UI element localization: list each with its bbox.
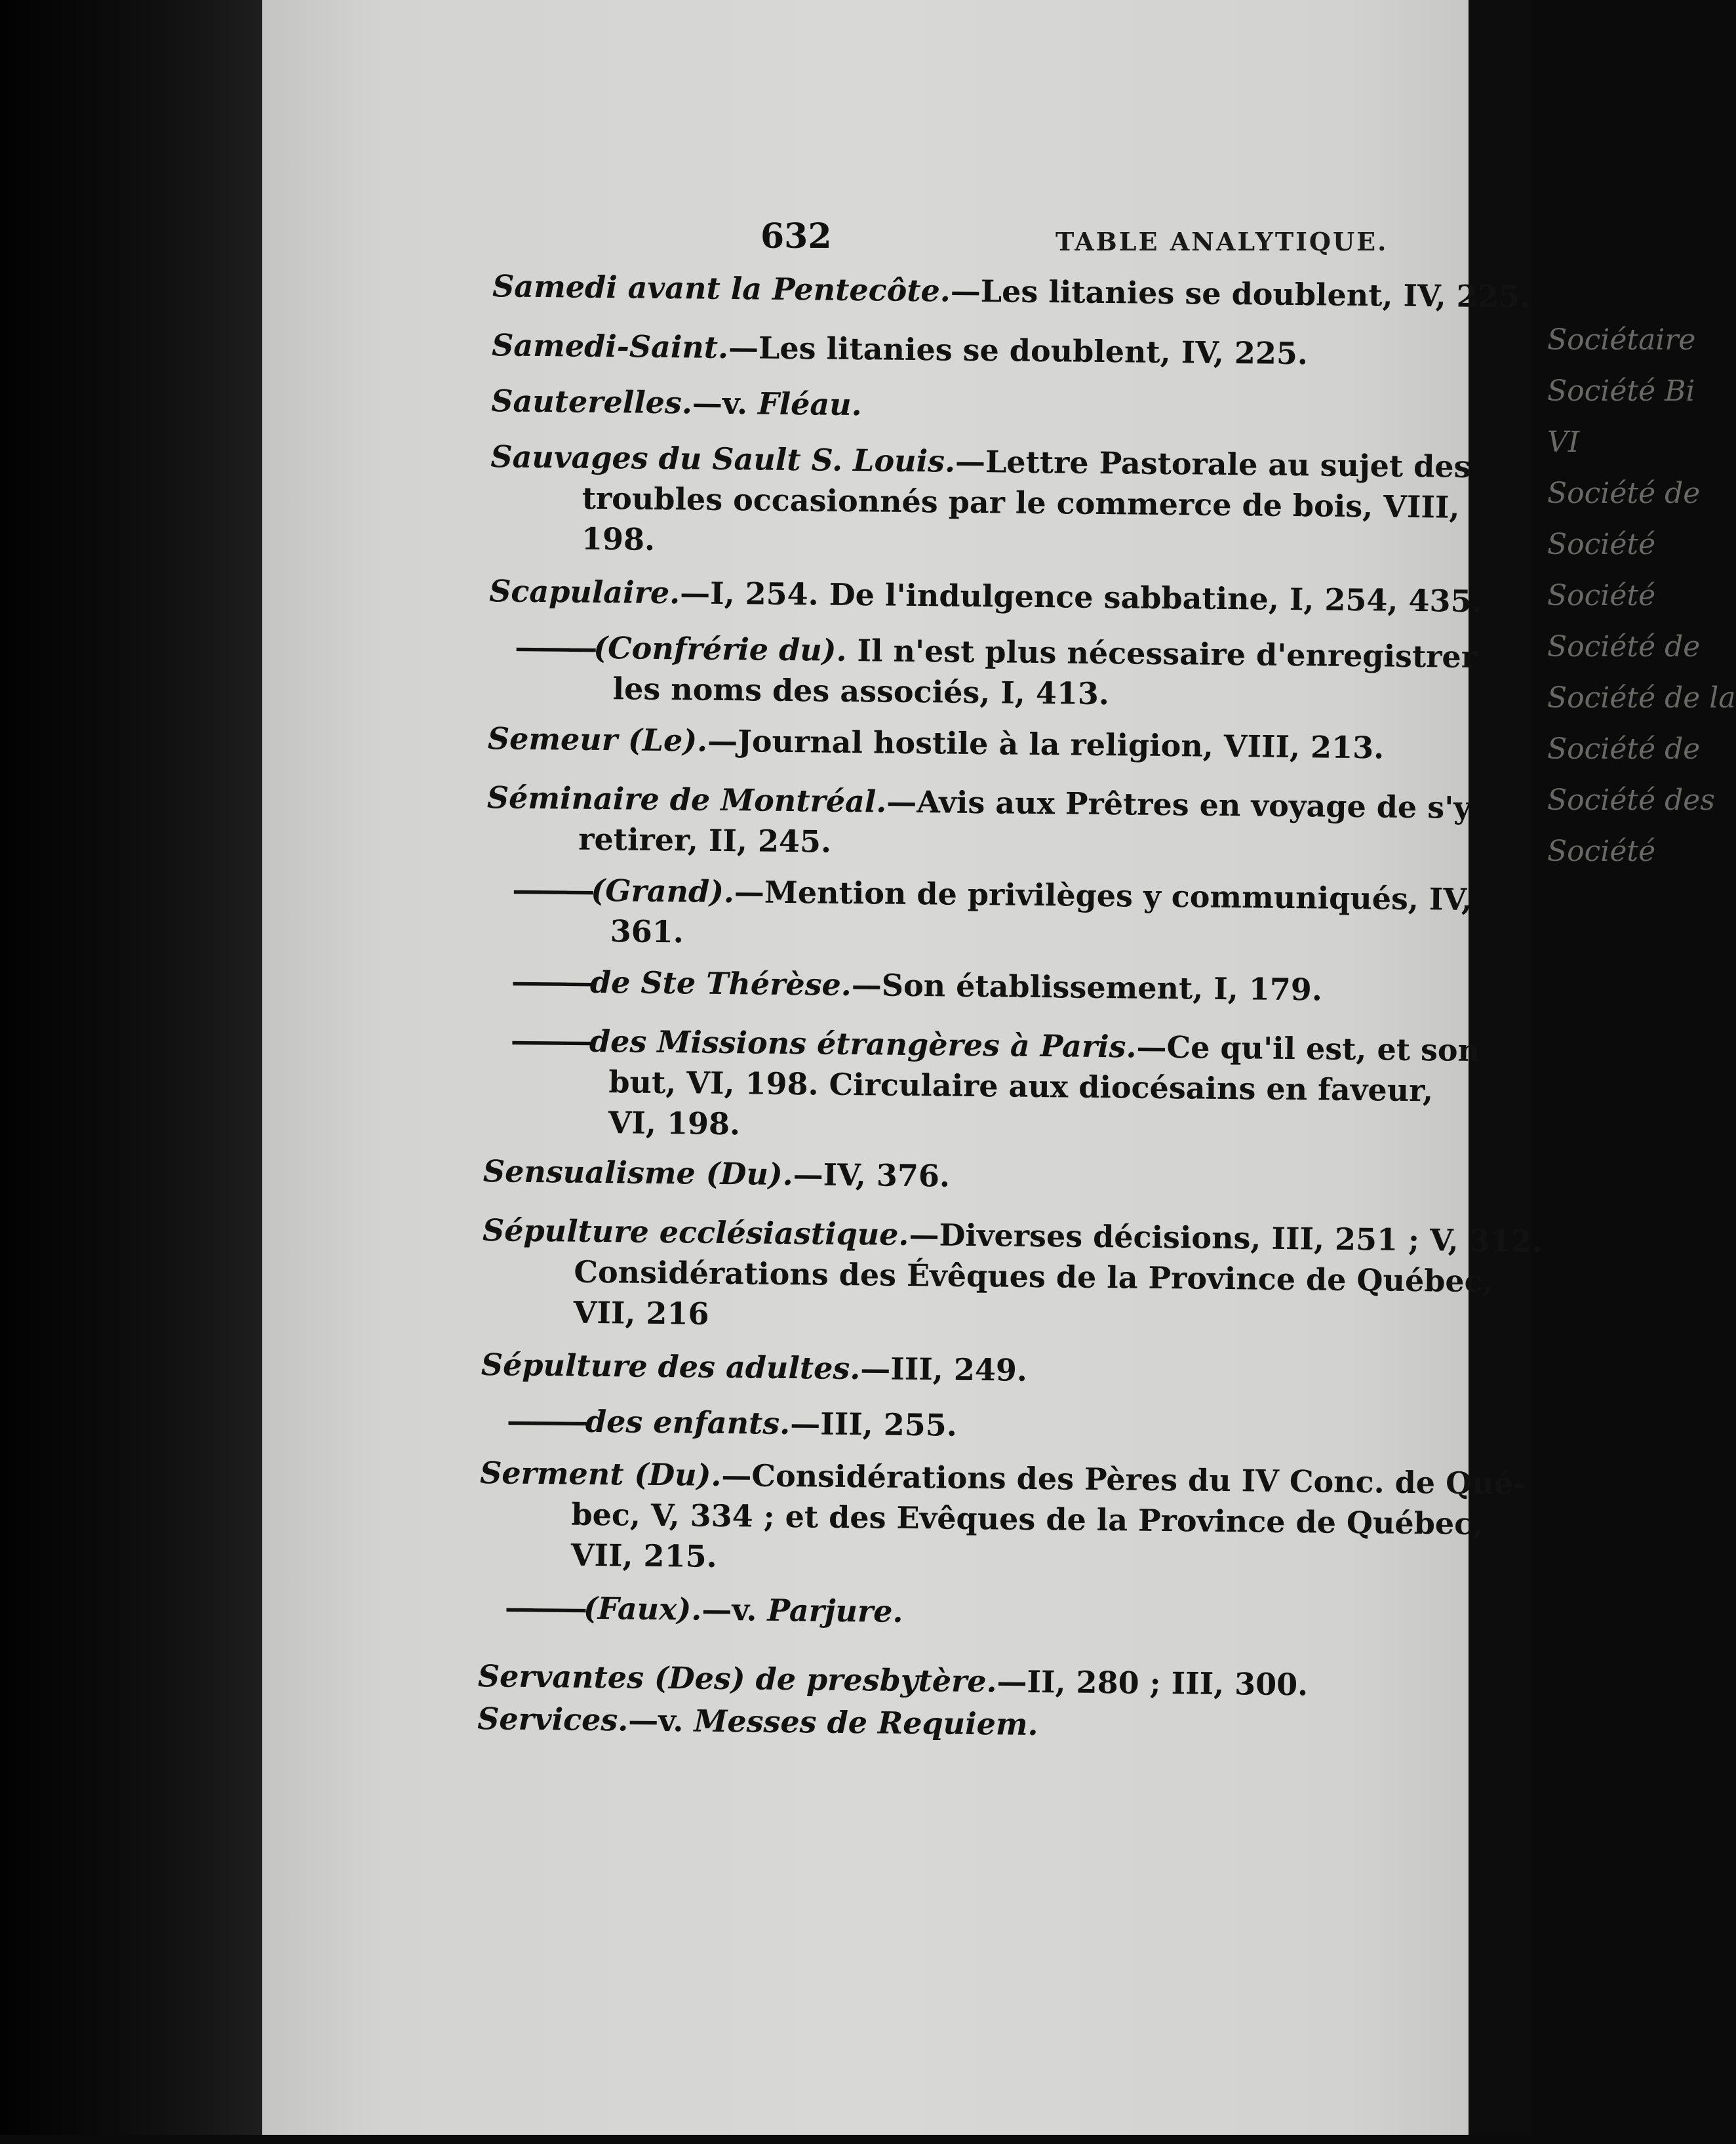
- bleed-line: Société de la: [1547, 681, 1736, 715]
- entry-continuation: retirer, II, 245.: [578, 821, 832, 860]
- entry-text: —v.: [692, 385, 759, 422]
- page-number: 632: [760, 216, 832, 256]
- entry-text: —IV, 376.: [793, 1157, 951, 1194]
- index-entry: [490, 436, 1619, 570]
- ditto-dash: ———: [512, 871, 591, 908]
- entry-text: —I, 254. De l'indulgence sabbatine, I, 254, 435.: [679, 575, 1482, 620]
- index-entry: [483, 1151, 1611, 1203]
- entry-text: —Les litanies se doublent, IV, 225.: [728, 330, 1309, 372]
- index-entry: [489, 570, 1617, 623]
- index-entries: [250, 0, 1543, 2142]
- entry-continuation: VI, 198.: [608, 1105, 741, 1142]
- entry-heading: Scapulaire.: [488, 573, 681, 611]
- entry-heading: Semeur (Le).: [487, 721, 708, 759]
- index-entry: [481, 1210, 1610, 1343]
- index-subentry: [514, 627, 1642, 720]
- entry-continuation: les noms des associés, I, 413.: [612, 671, 1110, 712]
- entry-text: —Journal hostile à la religion, VIII, 213.: [707, 723, 1385, 766]
- index-subentry: [512, 869, 1640, 963]
- entry-text: —v.: [628, 1702, 694, 1739]
- bleed-line: Société: [1547, 579, 1656, 612]
- entry-text: —Avis aux Prêtres en voyage de s'y: [886, 784, 1472, 825]
- entry-crossref: Parjure.: [767, 1592, 903, 1629]
- entry-heading: Séminaire de Montréal.: [486, 780, 887, 820]
- entry-heading: Services.: [477, 1701, 629, 1738]
- index-entry: [491, 380, 1619, 433]
- bleed-line: VI: [1547, 426, 1580, 459]
- bleed-line: Société de: [1547, 477, 1701, 510]
- ditto-dash: ———: [511, 963, 591, 1000]
- book-page: [262, 0, 1736, 2135]
- entry-heading: (Grand).: [591, 872, 735, 910]
- entry-heading: (Faux).: [583, 1590, 702, 1627]
- index-subentry: [509, 1020, 1638, 1154]
- entry-continuation: VII, 215.: [570, 1537, 717, 1574]
- bleed-line: Sociétaire: [1547, 323, 1696, 357]
- entry-text: —III, 249.: [860, 1351, 1028, 1388]
- entry-crossref: Fléau.: [757, 386, 862, 423]
- entry-continuation: but, VI, 198. Circulaire aux diocésains en faveur,: [608, 1064, 1434, 1109]
- entry-crossref: Messes de Requiem.: [694, 1703, 1038, 1743]
- entry-heading: des Missions étrangères à Paris.: [589, 1023, 1137, 1065]
- ditto-dash: ———: [515, 629, 594, 665]
- entry-text: —III, 255.: [789, 1406, 958, 1443]
- index-subentry: [507, 1400, 1635, 1453]
- entry-heading: Samedi-Saint.: [491, 327, 729, 366]
- entry-continuation: VII, 216: [573, 1294, 709, 1332]
- bleed-line: Société de: [1547, 732, 1701, 766]
- bleed-line: Société: [1547, 528, 1656, 561]
- entry-text: —Mention de privilèges y communiqués, IV,: [734, 874, 1472, 917]
- entry-text: —Lettre Pastorale au sujet des: [955, 443, 1471, 485]
- index-entry: [479, 1452, 1608, 1586]
- entry-heading: Servantes (Des) de presbytère.: [477, 1658, 997, 1699]
- entry-text: —Considérations des Pères du IV Conc. de Qué-: [721, 1457, 1526, 1501]
- ditto-dash: ———: [510, 1022, 590, 1059]
- bleed-line: Société: [1547, 835, 1656, 868]
- entry-heading: Sépulture des adultes.: [481, 1347, 861, 1387]
- entry-text: —II, 280 ; III, 300.: [996, 1663, 1309, 1703]
- entry-continuation: Considérations des Évêques de la Province de Québec,: [574, 1254, 1493, 1300]
- entry-continuation: 198.: [581, 521, 656, 557]
- entry-continuation: bec, V, 334 ; et des Evêques de la Province de Québec,: [571, 1496, 1484, 1542]
- entry-text: —Ce qu'il est, et son: [1136, 1029, 1480, 1069]
- left-dark-margin: [0, 0, 262, 2135]
- entry-heading: Serment (Du).: [479, 1455, 722, 1493]
- index-entry: [492, 266, 1621, 318]
- entry-heading: des enfants.: [585, 1403, 791, 1442]
- running-title: TABLE ANALYTIQUE.: [1055, 227, 1389, 256]
- ditto-dash: ———: [506, 1402, 586, 1439]
- entry-text: —v.: [701, 1591, 768, 1628]
- entry-heading: (Confrérie du).: [593, 629, 847, 668]
- entry-text: —Diverses décisions, III, 251 ; V, 312.: [909, 1216, 1543, 1260]
- entry-heading: Sensualisme (Du).: [483, 1153, 794, 1193]
- entry-heading: Samedi avant la Pentecôte.: [492, 268, 951, 309]
- index-entry: [492, 325, 1620, 377]
- bleed-line: Société de: [1547, 630, 1701, 664]
- entry-continuation: troubles occasionnés par le commerce de bois, VIII,: [582, 480, 1460, 525]
- entry-continuation: 361.: [610, 913, 684, 950]
- entry-heading: de Ste Thérèse.: [589, 964, 852, 1003]
- index-subentry: [505, 1587, 1633, 1640]
- entry-heading: Sépulture ecclésiastique.: [482, 1212, 909, 1252]
- entry-text: —Les litanies se doublent, IV, 225.: [950, 273, 1531, 315]
- entry-heading: Sauterelles.: [490, 383, 693, 421]
- bleed-line: Société Bi: [1547, 374, 1695, 408]
- index-entry: [486, 777, 1615, 870]
- entry-text: Il n'est plus nécessaire d'enregistrer: [846, 632, 1478, 675]
- bleed-line: Société des: [1547, 784, 1715, 817]
- index-entry: [481, 1344, 1609, 1397]
- index-entry: [488, 718, 1616, 770]
- entry-heading: Sauvages du Sault S. Louis.: [490, 439, 956, 479]
- entry-text: —Son établissement, I, 179.: [851, 967, 1323, 1008]
- ditto-dash: ———: [504, 1589, 584, 1626]
